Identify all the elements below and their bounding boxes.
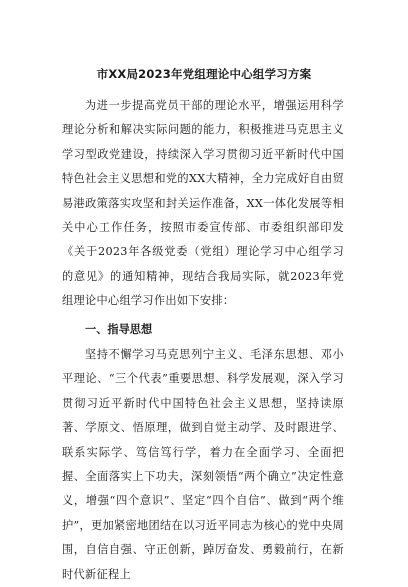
document-title: 市XX局2023年党组理论中心组学习方案 bbox=[96, 67, 312, 81]
section-paragraph: 坚持不懈学习马克思列宁主义、毛泽东思想、邓小平理论、“三个代表”重要思想、科学发展观，深入学习贯彻习近平新时代中国特色社会主义思想，坚持读原著、学原文、悟原理，做到自觉主动学、及时跟进学、联系实际学、笃信笃行学，着力在全面学习、全面把握、全面落实上下功夫，深刻领悟“两个确立”决定性意义，增强“四个意识”、坚定“四个自信”、做到“两个维护”，更加紧密地团结在以习近平同志为核心的党中央周围，自信自强、守正创新，踔厉奋发、勇毅前行，在新时代新征程上 bbox=[62, 348, 344, 581]
intro-paragraph: 为进一步提高党员干部的理论水平，增强运用科学理论分析和解决实际问题的能力，积极推进马克思主义学习型政党建设，持续深入学习贯彻习近平新时代中国特色社会主义思想和党的XX大精神，全力完成好自由贸易港政策落实攻坚和封关运作准备，XX一体化发展等相关中心工作任务，按照市委宣传部、市委组织部印发《关于2023年各级党委（党组）理论学习中心组学习的意见》的通知精神，现结合我局实际，就2023年党组理论中心组学习作出如下安排： bbox=[62, 99, 344, 308]
section-heading: 一、指导思想 bbox=[85, 323, 153, 336]
